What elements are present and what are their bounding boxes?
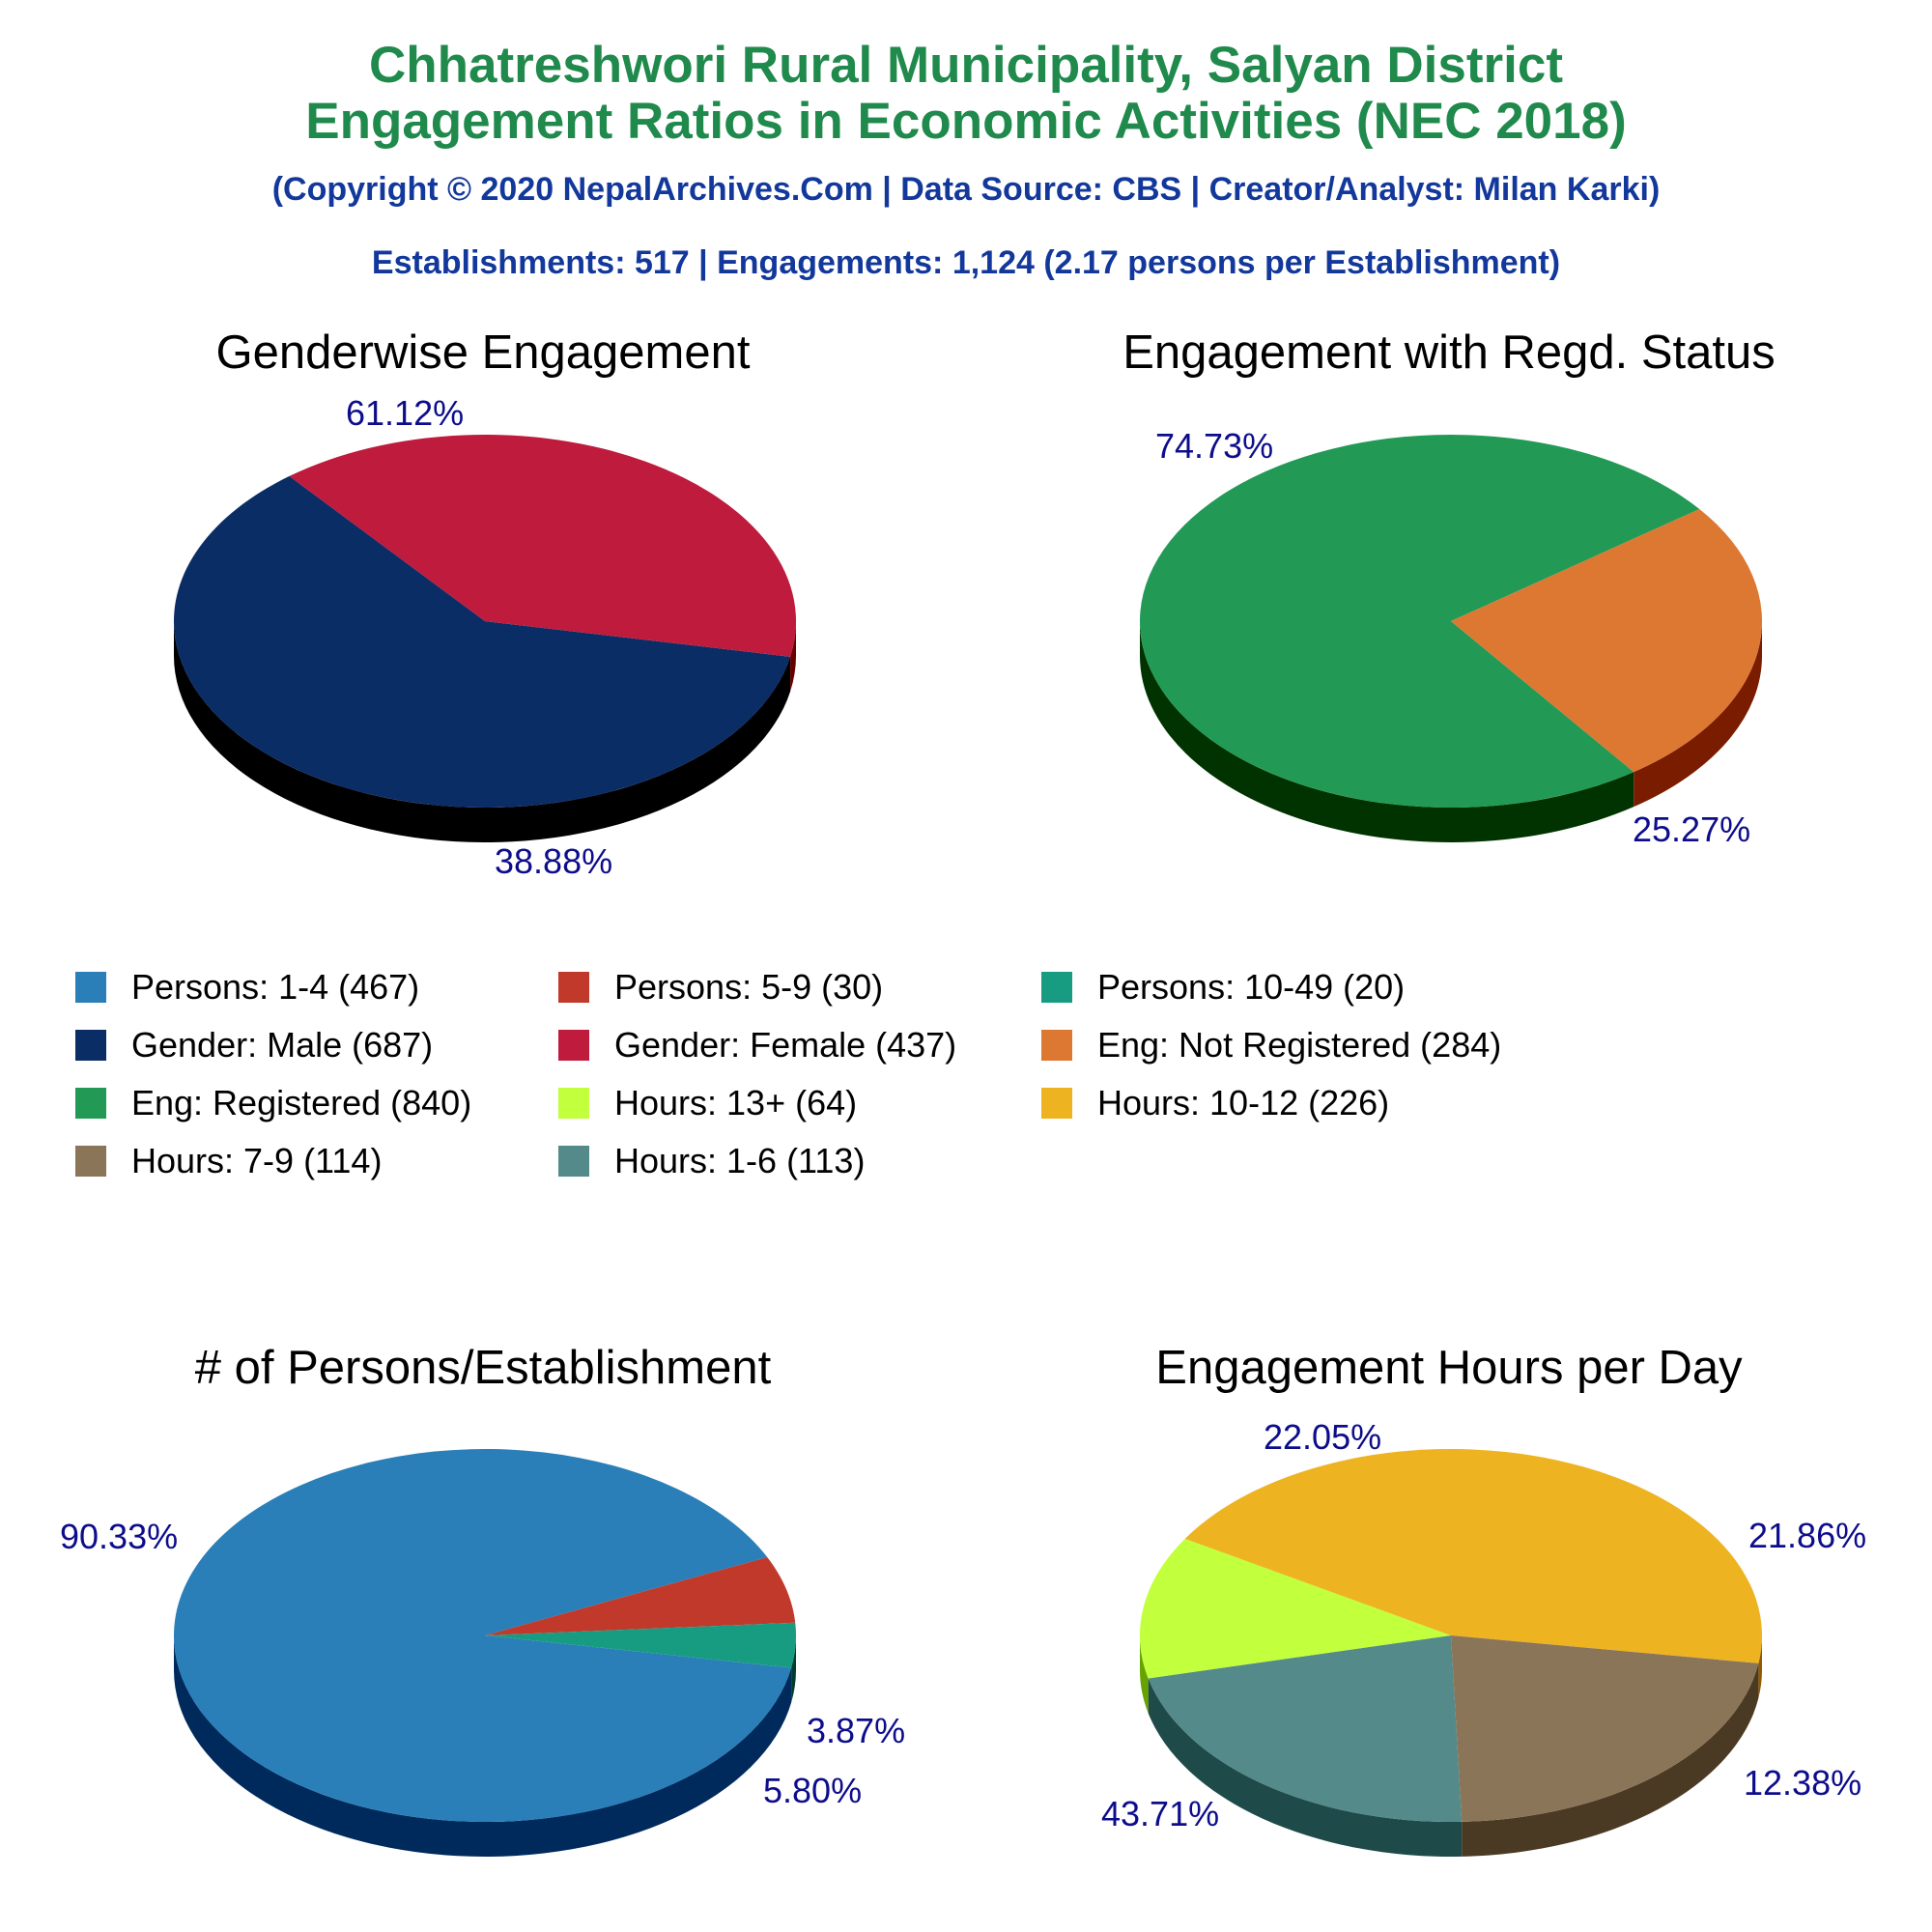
legend-swatch [75,1146,106,1177]
legend-swatch [558,972,589,1003]
chart-title-line1: Chhatreshwori Rural Municipality, Salyan District [369,37,1563,94]
pie-title-regd: Engagement with Regd. Status [1122,327,1776,379]
legend-item [558,1016,956,1074]
legend-swatch [75,1030,106,1061]
legend-swatch [558,1088,589,1119]
pie-gender [174,435,796,842]
legend-label: Eng: Registered (840) [131,1083,472,1122]
pie-regd [1140,435,1762,842]
pct-label-persons-1-4: 90.33% [60,1517,179,1556]
legend-label: Gender: Female (437) [614,1025,957,1065]
pct-label-persons-5-9: 5.80% [763,1771,863,1810]
legend-label: Hours: 10-12 (226) [1097,1083,1390,1122]
pct-label-hours-7-9: 22.05% [1264,1417,1382,1457]
pct-label-female: 38.88% [495,841,613,881]
legend-swatch [558,1146,589,1177]
legend-item [1041,1074,1389,1132]
legend-item [75,958,419,1016]
pct-label-hours-1-6: 21.86% [1748,1516,1867,1555]
legend-label: Hours: 1-6 (113) [614,1141,866,1180]
pie-title-gender: Genderwise Engagement [215,327,751,379]
legend-item [75,1132,382,1190]
pie-title-persons: # of Persons/Establishment [194,1342,772,1394]
legend-item [558,958,883,1016]
legend-label: Gender: Male (687) [131,1025,434,1065]
legend-swatch [558,1030,589,1061]
legend-item [1041,958,1405,1016]
legend-label: Persons: 5-9 (30) [614,967,884,1007]
pie-title-hours: Engagement Hours per Day [1155,1342,1743,1394]
legend-swatch [75,972,106,1003]
chart-title-line2: Engagement Ratios in Economic Activities (NEC 2018) [305,93,1627,150]
legend-swatch [1041,1088,1072,1119]
legend-label: Persons: 1-4 (467) [131,967,420,1007]
pie-hours [1140,1449,1762,1857]
legend-label: Eng: Not Registered (284) [1097,1025,1502,1065]
legend-item [1041,1016,1501,1074]
pie-slice-hours-7-9 [1451,1635,1758,1822]
pie-persons [174,1449,796,1857]
legend-item [558,1074,857,1132]
legend-label: Persons: 10-49 (20) [1097,967,1406,1007]
copyright-line: (Copyright © 2020 NepalArchives.Com | Data Source: CBS | Creator/Analyst: Milan Karki) [271,171,1661,208]
legend-item [75,1074,471,1132]
legend-swatch [1041,972,1072,1003]
legend-item [558,1132,865,1190]
legend-label: Hours: 7-9 (114) [131,1141,383,1180]
pct-label-hours-13plus: 12.38% [1744,1763,1862,1803]
legend-label: Hours: 13+ (64) [614,1083,858,1122]
pct-label-persons-10-49: 3.87% [807,1711,906,1750]
pct-label-registered: 74.73% [1155,426,1274,466]
pct-label-hours-10-12: 43.71% [1101,1794,1220,1833]
summary-line: Establishments: 517 | Engagements: 1,124 (2.17 persons per Establishment) [371,244,1561,281]
pct-label-not-registered: 25.27% [1633,810,1751,849]
pct-label-male: 61.12% [346,393,465,433]
legend-item [75,1016,433,1074]
legend-swatch [75,1088,106,1119]
legend-swatch [1041,1030,1072,1061]
